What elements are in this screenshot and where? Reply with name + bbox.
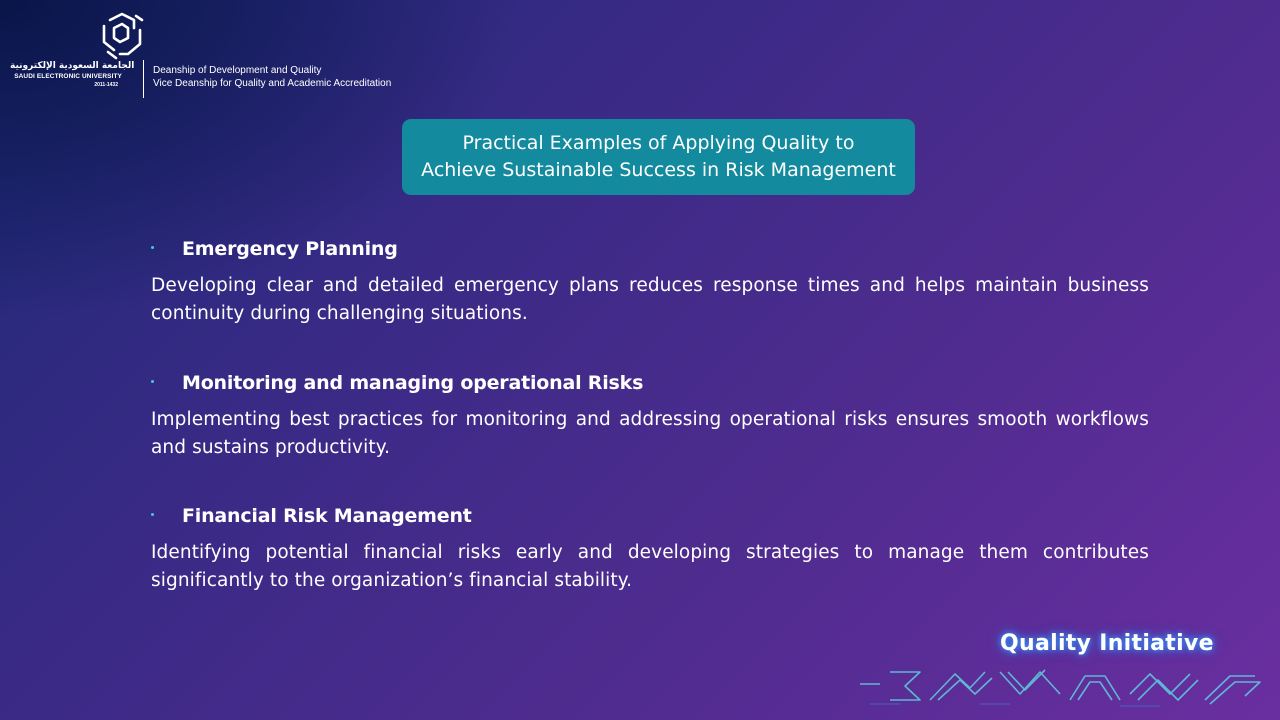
decorative-pattern-icon xyxy=(860,664,1270,708)
section-heading-row xyxy=(151,370,1149,396)
deanship-line-2: Vice Deanship for Quality and Academic Accreditation xyxy=(153,78,392,89)
university-logo-icon xyxy=(100,12,146,60)
section-emergency-planning xyxy=(151,236,1149,327)
section-financial-risk xyxy=(151,503,1149,594)
logo-english-name: SAUDI ELECTRONIC UNIVERSITY xyxy=(14,73,122,80)
section-heading-row xyxy=(151,503,1149,529)
slide-title-box xyxy=(402,119,915,195)
section-heading: Financial Risk Management xyxy=(182,505,472,527)
bullet-icon xyxy=(151,380,154,383)
section-heading-row xyxy=(151,236,1149,262)
slide-title-line-2: Achieve Sustainable Success in Risk Management xyxy=(421,159,896,181)
header-divider xyxy=(143,60,144,98)
section-heading: Emergency Planning xyxy=(182,238,398,260)
slide-title-line-1: Practical Examples of Applying Quality to xyxy=(462,132,855,154)
quality-initiative-label: Quality Initiative xyxy=(1000,631,1214,656)
section-operational-risks xyxy=(151,370,1149,461)
section-body: Implementing best practices for monitoring and addressing operational risks ensures smooth workflows and sustains productivity. xyxy=(151,409,1149,458)
deanship-block xyxy=(153,64,391,90)
section-body: Identifying potential financial risks early and developing strategies to manage them contributes significantly to the organization’s financial stability. xyxy=(151,542,1149,591)
section-heading: Monitoring and managing operational Risks xyxy=(182,372,644,394)
section-body: Developing clear and detailed emergency plans reduces response times and helps maintain business continuity during challenging situations. xyxy=(151,275,1149,324)
deanship-line-1: Deanship of Development and Quality xyxy=(153,65,322,76)
logo-year: 2011-1432 xyxy=(94,82,118,88)
bullet-icon xyxy=(151,513,154,516)
logo-arabic-name: الجامعة السعودية الإلكترونية xyxy=(10,61,135,71)
bullet-icon xyxy=(151,246,154,249)
